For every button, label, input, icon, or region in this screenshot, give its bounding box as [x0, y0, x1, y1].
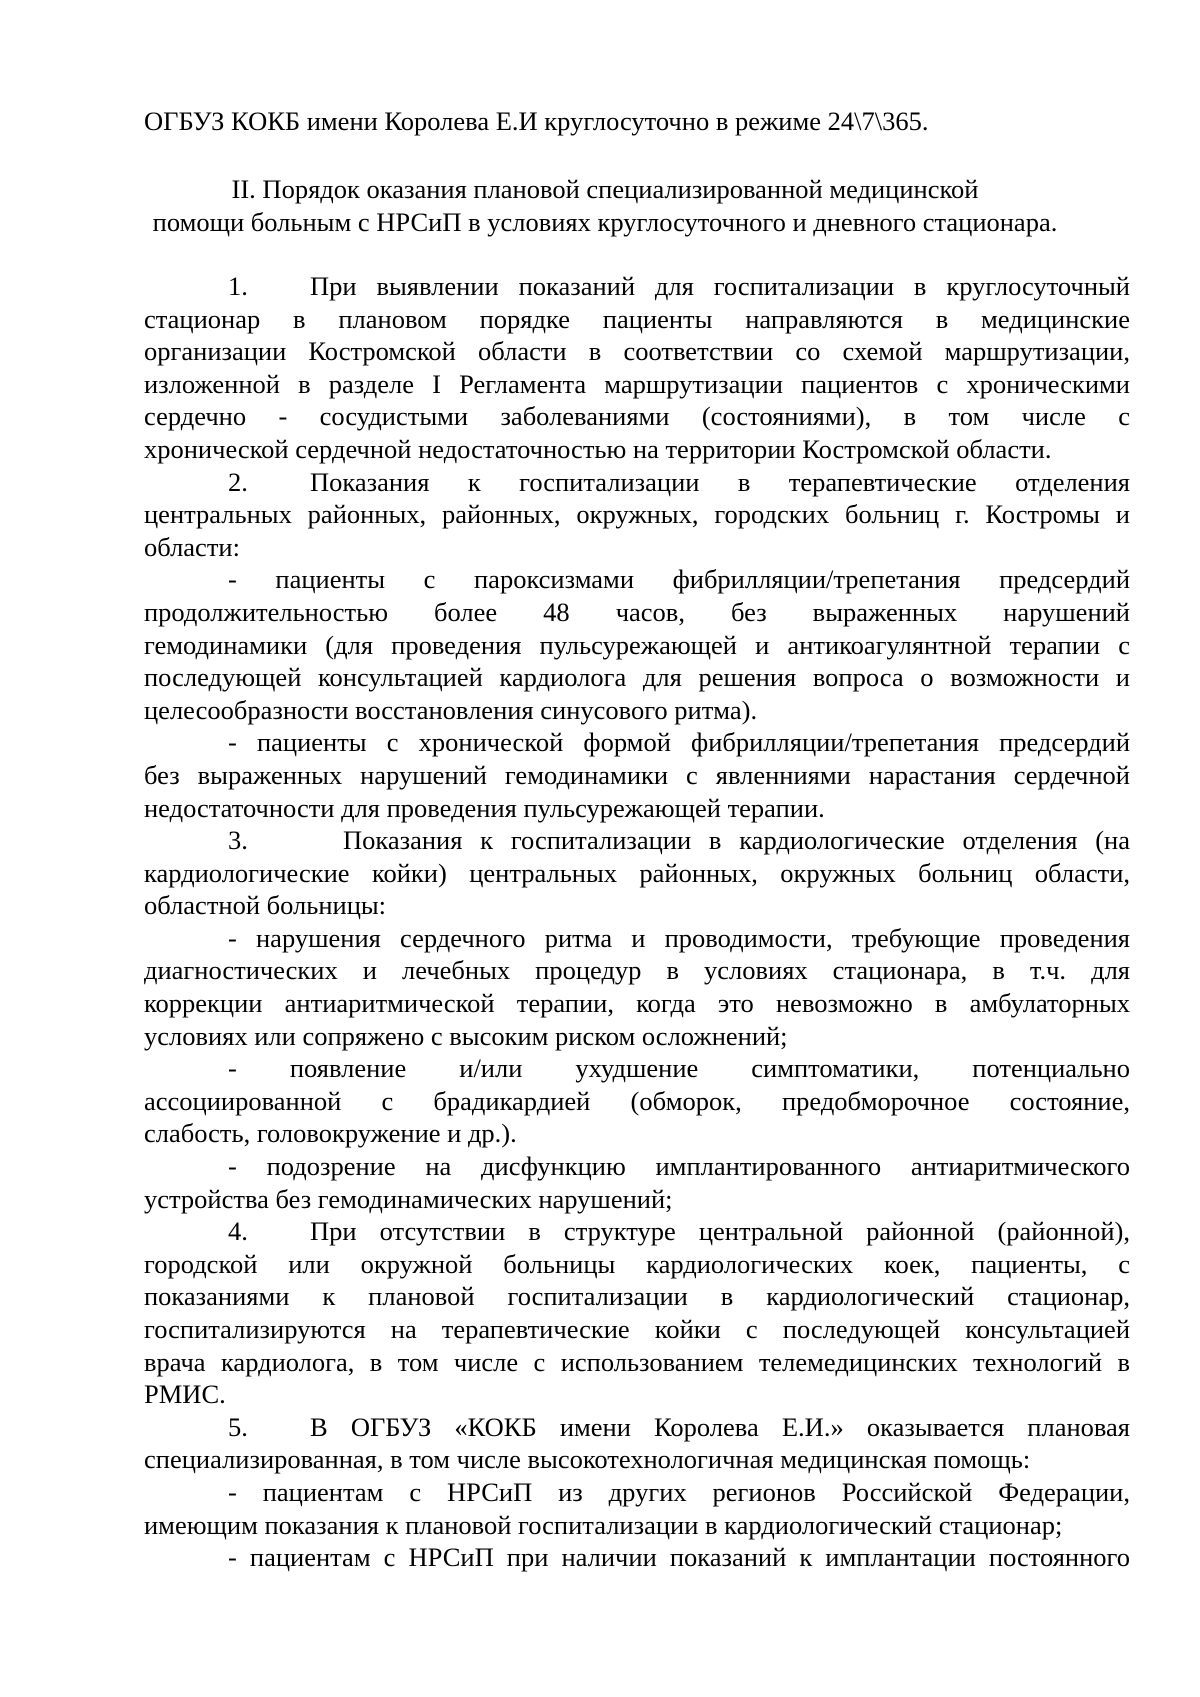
text-line: хронической сердечной недостаточностью на территории Костромской области.	[144, 433, 1052, 464]
text-line: коррекции антиаритмической терапии, когда это невозможно в амбулаторных	[144, 988, 1130, 1019]
item-number: 2.	[228, 466, 248, 497]
text-line: условиях или сопряжено с высоким риском осложнений;	[144, 1020, 788, 1051]
text-line: специализированная, в том числе высокотехнологичная медицинская помощь:	[144, 1444, 1031, 1475]
heading-line-1: II. Порядок оказания плановой специализированной медицинской	[231, 174, 979, 204]
text-line: ассоциированной с брадикардией (обморок, предобморочное состояние,	[144, 1085, 1130, 1116]
heading-line-2: помощи больным с НРСиП в условиях круглосуточного и дневного стационара.	[152, 206, 1058, 237]
text-line: Показания к госпитализации в кардиологические отделения (на	[343, 825, 1130, 856]
text-line: В ОГБУЗ «КОКБ имени Королева Е.И.» оказывается плановая	[310, 1411, 1130, 1442]
document-body	[144, 270, 1130, 1574]
text-line: При выявлении показаний для госпитализации в круглосуточный	[310, 271, 1130, 301]
item-number: 5.	[228, 1411, 248, 1442]
text-line: - подозрение на дисфункцию имплантированного антиаритмического	[228, 1151, 1130, 1182]
text-line: Показания к госпитализации в терапевтические отделения	[310, 466, 1130, 497]
text-line: без выраженных нарушений гемодинамики с явленниями нарастания сердечной	[144, 759, 1130, 790]
item-5-line	[144, 1411, 1130, 1444]
text-line: гемодинамики (для проведения пульсурежающей и антикоагулянтной терапии с	[144, 629, 1130, 660]
text-line: - пациенты с хронической формой фибрилляции/трепетания предсердий	[228, 727, 1130, 758]
text-line: городской или окружной больницы кардиологических коек, пациенты, с	[144, 1248, 1130, 1279]
text-line: центральных районных, районных, окружных, городских больниц г. Костромы и	[144, 499, 1130, 530]
text-line: диагностических и лечебных процедур в условиях стационара, в т.ч. для	[144, 955, 1130, 986]
text-line: сердечно - сосудистыми заболеваниями (состояниями), в том числе с	[144, 401, 1130, 432]
text-line: устройства без гемодинамических нарушений;	[144, 1183, 673, 1214]
item-1-line	[144, 270, 1130, 303]
text-line: слабость, головокружение и др.).	[144, 1118, 517, 1149]
text-line: недостаточности для проведения пульсурежающей терапии.	[144, 792, 825, 823]
item-number: 1.	[228, 271, 248, 301]
item-3-line	[144, 824, 1130, 857]
text-line: продолжительностью более 48 часов, без выраженных нарушений	[144, 596, 1130, 627]
text-line: целесообразности восстановления синусового ритма).	[144, 694, 758, 725]
text-line: госпитализируются на терапевтические койки с последующей консультацией	[144, 1314, 1130, 1344]
item-number: 4.	[228, 1216, 248, 1247]
text-line: кардиологические койки) центральных районных, окружных больниц области,	[144, 857, 1130, 888]
text-line: - пациенты с пароксизмами фибрилляции/трепетания предсердий	[228, 564, 1130, 595]
text-line: последующей консультацией кардиолога для решения вопроса о возможности и	[144, 662, 1130, 693]
text-line: изложенной в разделе I Регламента маршрутизации пациентов с хроническими	[144, 368, 1130, 399]
text-line: - пациентам с НРСиП при наличии показаний к имплантации постоянного	[228, 1542, 1130, 1573]
text-line: организации Костромской области в соответствии со схемой маршрутизации,	[144, 336, 1130, 367]
text-line: РМИС.	[144, 1379, 226, 1410]
text-line: врача кардиолога, в том числе с использованием телемедицинских технологий в	[144, 1346, 1130, 1377]
section-heading	[140, 173, 1070, 238]
text-line: При отсутствии в структуре центральной районной (районной),	[310, 1216, 1130, 1247]
item-2-line	[144, 466, 1130, 499]
item-4-line	[144, 1215, 1130, 1248]
text-line: - появление и/или ухудшение симптоматики, потенциально	[228, 1053, 1130, 1084]
text-line: имеющим показания к плановой госпитализации в кардиологический стационар;	[144, 1509, 1063, 1540]
text-line: стационар в плановом порядке пациенты направляются в медицинские	[144, 303, 1130, 334]
text-line: - нарушения сердечного ритма и проводимости, требующие проведения	[228, 922, 1130, 953]
item-number: 3.	[228, 825, 248, 856]
text-line: - пациентам с НРСиП из других регионов Российской Федерации,	[228, 1476, 1130, 1507]
text-line: областной больницы:	[144, 890, 387, 921]
text-line: области:	[144, 531, 240, 562]
text-line: показаниями к плановой госпитализации в кардиологический стационар,	[144, 1281, 1130, 1312]
intro-line: ОГБУЗ КОКБ имени Королева Е.И круглосуточно в режиме 24\7\365.	[144, 106, 929, 136]
